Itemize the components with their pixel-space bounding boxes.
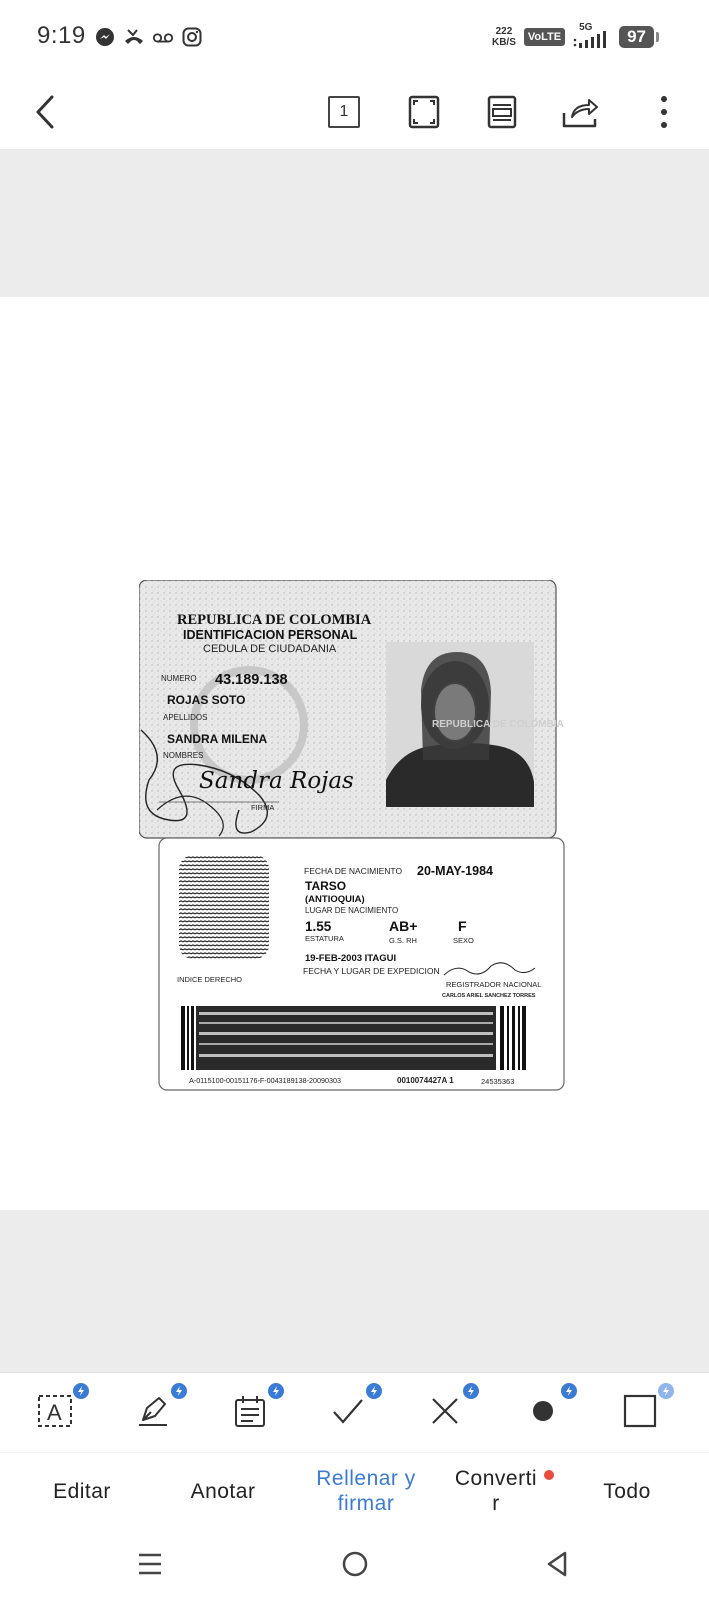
check-icon <box>332 1396 364 1426</box>
svg-text:(ANTIOQUIA): (ANTIOQUIA) <box>305 894 365 905</box>
more-button[interactable] <box>640 88 688 136</box>
svg-text:REPUBLICA DE COLOMBIA: REPUBLICA DE COLOMBIA <box>177 612 372 628</box>
svg-text:G.S. RH: G.S. RH <box>389 936 417 945</box>
annotate-pen-icon <box>135 1394 171 1428</box>
volte-badge: VoLTE <box>524 28 565 46</box>
svg-text:ESTATURA: ESTATURA <box>305 934 344 943</box>
svg-text:A: A <box>47 1400 62 1425</box>
page-layout-button[interactable] <box>478 88 526 136</box>
premium-icon <box>561 1383 577 1399</box>
voicemail-icon <box>152 26 174 48</box>
page-count-icon: 1 <box>328 96 360 128</box>
cross-icon <box>430 1396 460 1426</box>
date-tool[interactable] <box>228 1389 272 1433</box>
tab-convertir[interactable]: Converti r <box>454 1467 538 1515</box>
svg-text:24535363: 24535363 <box>481 1077 515 1086</box>
page-layout-icon <box>487 95 517 129</box>
rectangle-icon <box>623 1394 657 1428</box>
svg-text:CARLOS ARIEL SANCHEZ TORRES: CARLOS ARIEL SANCHEZ TORRES <box>442 993 536 999</box>
home-button[interactable] <box>335 1546 375 1582</box>
battery-level: 97 <box>619 26 654 48</box>
scanned-id-card <box>139 580 579 1100</box>
date-icon <box>234 1394 266 1428</box>
tab-editar[interactable]: Editar <box>53 1479 111 1503</box>
top-toolbar <box>0 76 709 150</box>
svg-text:FECHA Y LUGAR DE EXPEDICION: FECHA Y LUGAR DE EXPEDICION <box>303 966 440 976</box>
svg-text:TARSO: TARSO <box>305 879 347 893</box>
status-indicators <box>492 24 659 50</box>
tab-rellenar-y-firmar[interactable]: Rellenar y firmar <box>316 1467 416 1515</box>
svg-text:NOMBRES: NOMBRES <box>163 751 204 760</box>
notification-icons <box>94 26 203 48</box>
svg-text:19-FEB-2003 ITAGUI: 19-FEB-2003 ITAGUI <box>305 953 397 964</box>
back-icon <box>34 94 58 130</box>
page-count-button[interactable] <box>320 88 368 136</box>
svg-text:CEDULA DE CIUDADANIA: CEDULA DE CIUDADANIA <box>203 643 337 655</box>
svg-text:FIRMA: FIRMA <box>251 803 275 812</box>
premium-icon <box>658 1383 674 1399</box>
fit-screen-button[interactable] <box>400 88 448 136</box>
fingerprint <box>179 855 269 959</box>
svg-text:SEXO: SEXO <box>453 936 474 945</box>
dot-icon <box>532 1400 554 1422</box>
signal-icon: 5G <box>573 24 611 50</box>
svg-text:0010074427A 1: 0010074427A 1 <box>397 1076 454 1085</box>
messenger-icon <box>94 26 116 48</box>
back-nav-button[interactable] <box>537 1546 577 1582</box>
svg-text:Sandra Rojas: Sandra Rojas <box>199 768 354 794</box>
tab-todo[interactable]: Todo <box>603 1479 651 1503</box>
svg-text:NUMERO: NUMERO <box>161 674 197 683</box>
pdf-page[interactable] <box>0 297 709 1210</box>
svg-text:1.55: 1.55 <box>305 919 332 934</box>
premium-icon <box>268 1383 284 1399</box>
pdf417-barcode <box>181 1006 526 1070</box>
premium-icon <box>463 1383 479 1399</box>
dot-tool[interactable] <box>521 1389 565 1433</box>
svg-text:APELLIDOS: APELLIDOS <box>163 713 208 722</box>
svg-text:20-MAY-1984: 20-MAY-1984 <box>417 864 493 878</box>
svg-text:IDENTIFICACION PERSONAL: IDENTIFICACION PERSONAL <box>183 628 358 642</box>
svg-text:FECHA DE NACIMIENTO: FECHA DE NACIMIENTO <box>304 866 403 876</box>
recent-apps-button[interactable] <box>130 1546 170 1582</box>
premium-icon <box>73 1383 89 1399</box>
svg-text:INDICE DERECHO: INDICE DERECHO <box>177 975 243 984</box>
status-time: 9:19 <box>37 22 86 49</box>
battery-icon <box>656 32 659 42</box>
premium-icon <box>366 1383 382 1399</box>
more-icon <box>660 95 668 129</box>
annotate-pen-tool[interactable] <box>131 1389 175 1433</box>
share-icon <box>561 95 599 129</box>
missed-call-icon <box>123 26 145 48</box>
notification-dot <box>544 1470 554 1480</box>
tab-anotar[interactable]: Anotar <box>190 1479 256 1503</box>
back-triangle-icon <box>545 1550 569 1578</box>
svg-text:LUGAR DE NACIMIENTO: LUGAR DE NACIMIENTO <box>305 906 399 915</box>
svg-text:REPUBLICA DE COLOMBIA: REPUBLICA DE COLOMBIA <box>432 719 564 730</box>
share-button[interactable] <box>556 88 604 136</box>
premium-icon <box>171 1383 187 1399</box>
home-circle-icon <box>341 1550 369 1578</box>
edit-text-icon <box>37 1394 73 1428</box>
svg-text:SANDRA MILENA: SANDRA MILENA <box>167 732 268 746</box>
fit-screen-icon <box>408 95 440 129</box>
bottom-tabs <box>0 1452 709 1528</box>
edit-text-tool[interactable] <box>33 1389 77 1433</box>
status-bar <box>0 0 709 76</box>
cross-tool[interactable] <box>423 1389 467 1433</box>
system-nav-bar <box>0 1528 709 1600</box>
check-tool[interactable] <box>326 1389 370 1433</box>
svg-text:AB+: AB+ <box>389 918 418 934</box>
svg-text:REGISTRADOR NACIONAL: REGISTRADOR NACIONAL <box>446 980 542 989</box>
svg-text:43.189.138: 43.189.138 <box>215 672 288 688</box>
back-button[interactable] <box>22 88 70 136</box>
network-speed: 222 KB/S <box>491 26 516 48</box>
svg-text:ROJAS SOTO: ROJAS SOTO <box>167 693 246 707</box>
instagram-icon <box>181 26 203 48</box>
svg-text:F: F <box>458 918 467 934</box>
rectangle-tool[interactable] <box>618 1389 662 1433</box>
fill-sign-tools <box>0 1372 709 1452</box>
document-viewer[interactable] <box>0 150 709 1372</box>
menu-icon <box>137 1551 163 1577</box>
svg-text:A-0115100-00151176-F-004318913: A-0115100-00151176-F-0043189138-20090303 <box>189 1076 341 1085</box>
